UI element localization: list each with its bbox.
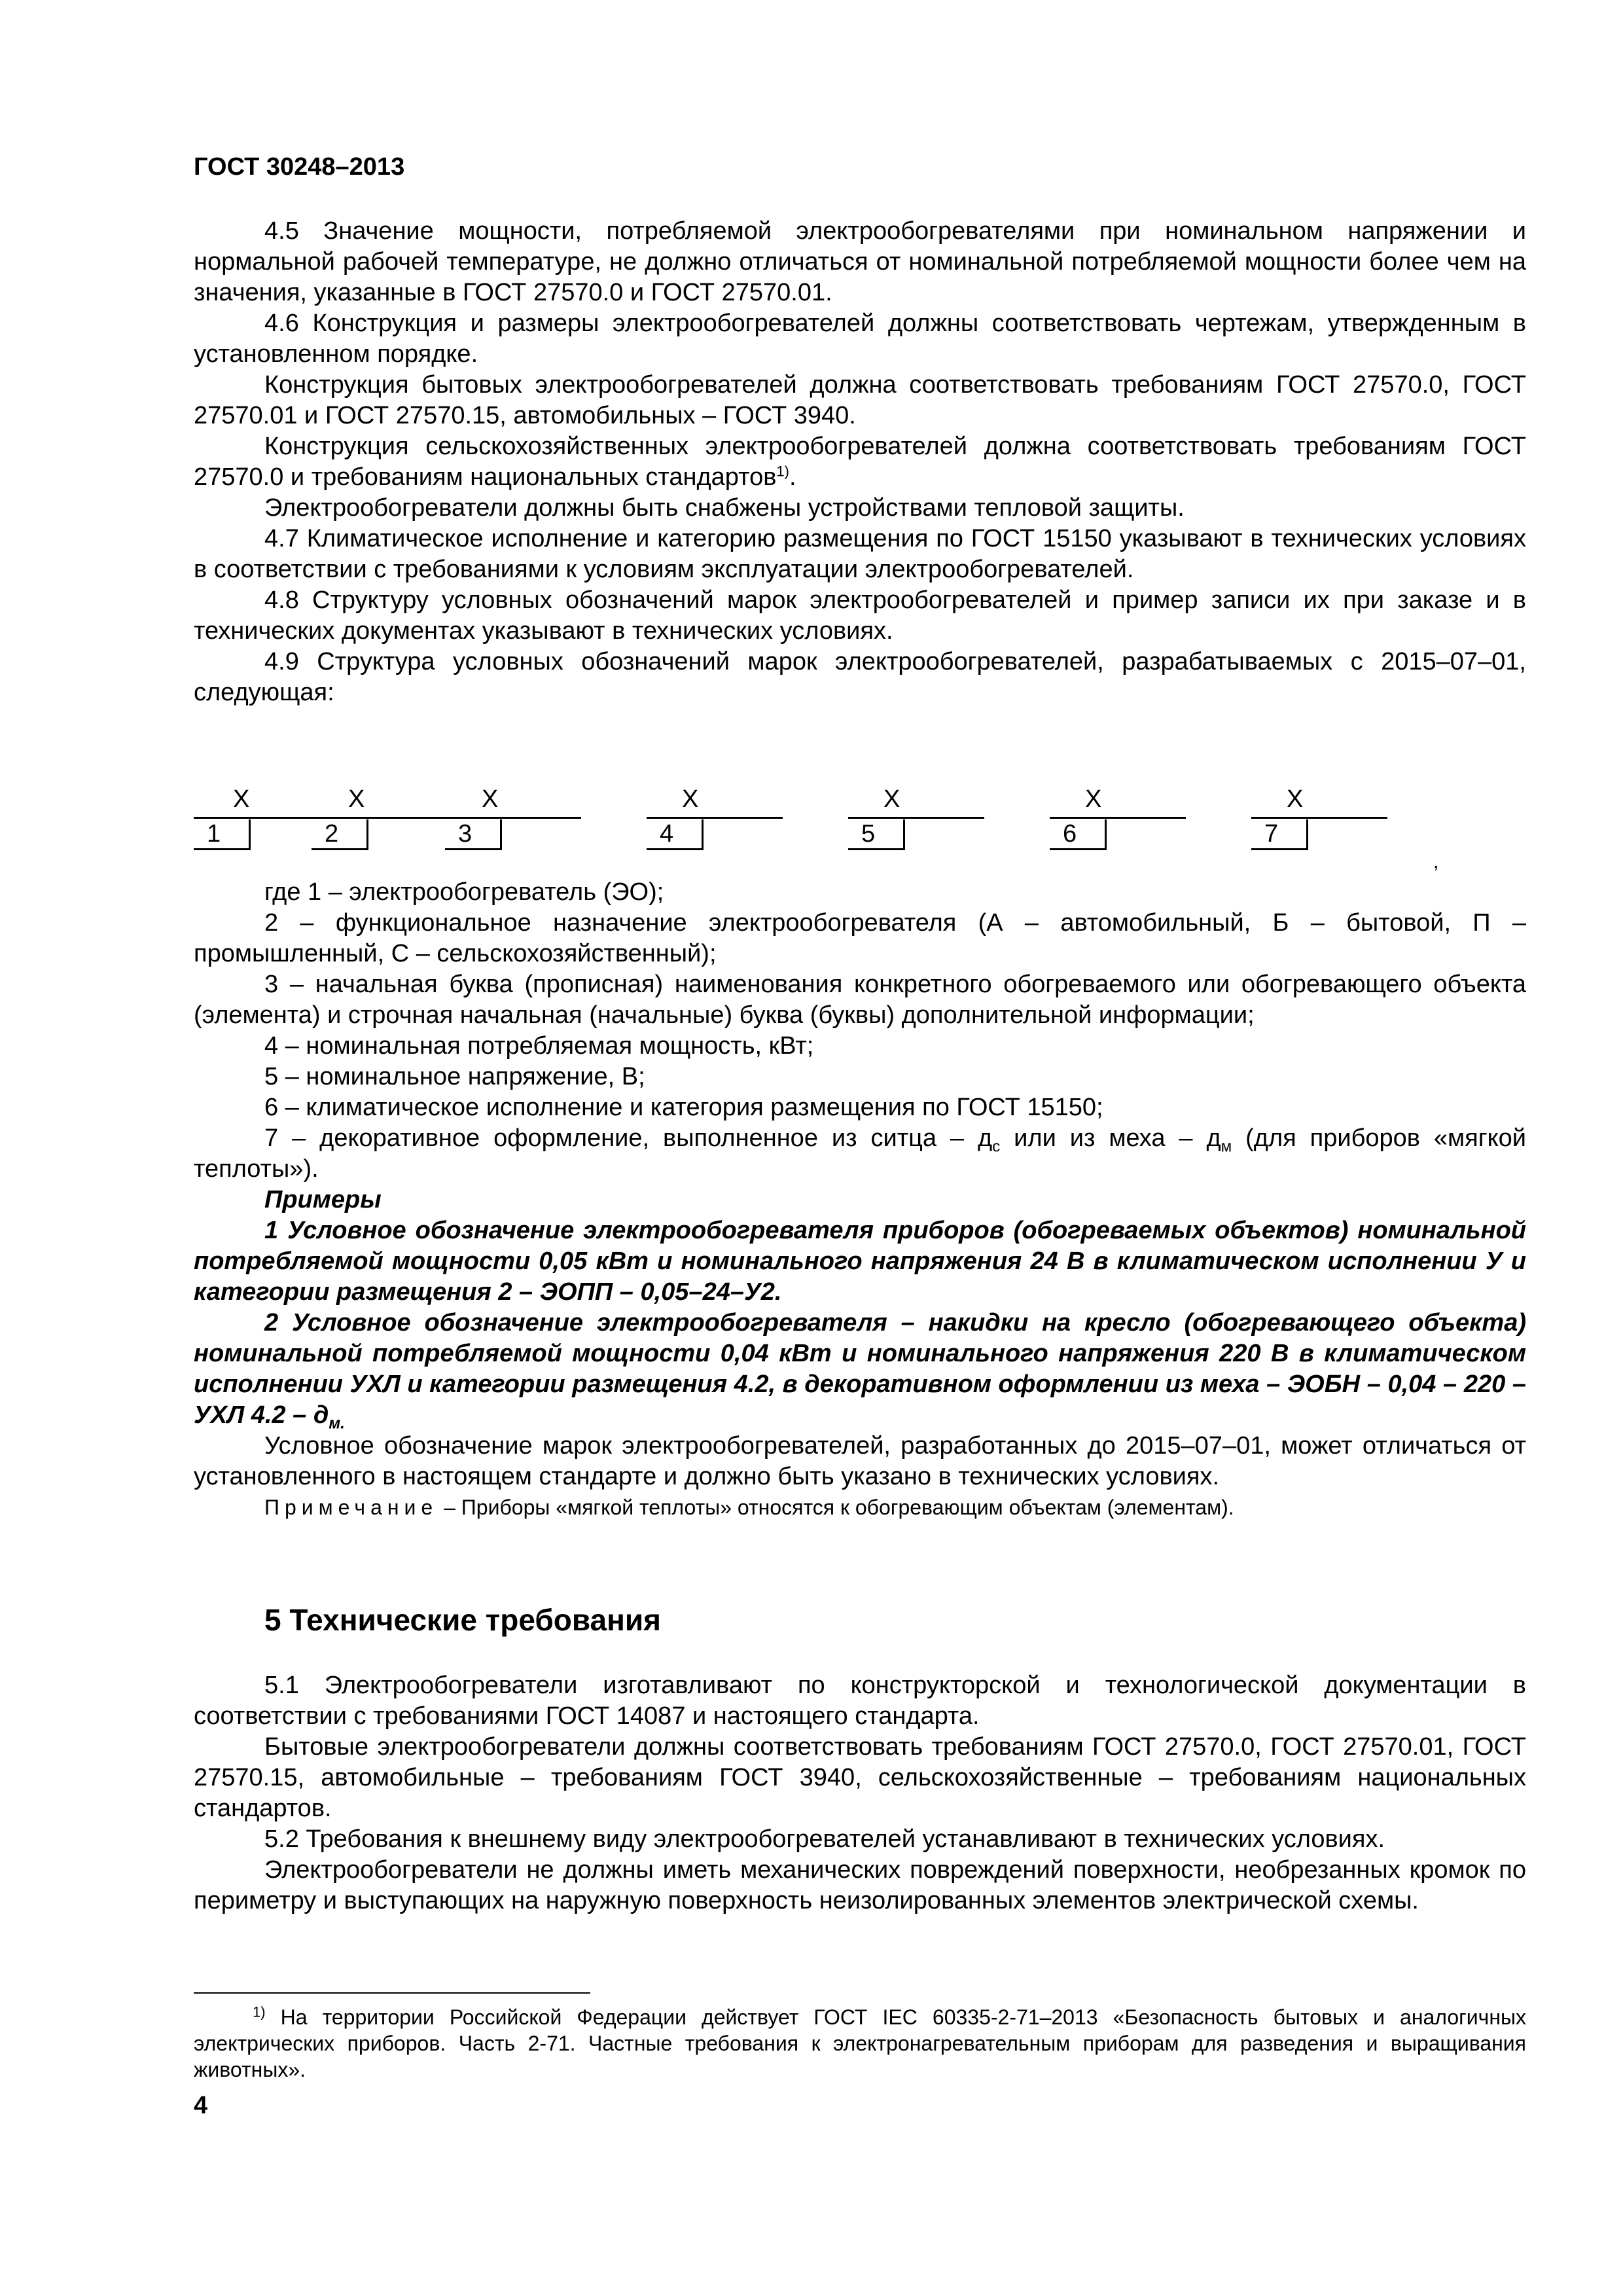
scheme-position-7: 7 [1251,819,1308,850]
section-4-text [194,216,1526,708]
example-1: 1 Условное обозначение электрообогревателя приборов (обогреваемых объектов) номинальной потребляемой мощности 0,05 кВт и номинального напряжения 24 В в климатическом исполнении У и категории размещения 2 – ЭОПП – 0,05–24–У2. [194,1217,1526,1306]
footnote-ref: 1) [776,463,789,480]
scheme-trailing-comma: , [1433,851,1439,872]
footnote-mark: 1) [253,2003,266,2020]
paragraph-4-8: 4.8 Структуру условных обозначений марок электрообогревателей и пример записи их при заказе и в технических документах указывают в технических условиях. [194,586,1526,645]
scheme-mark-2: X [348,785,365,813]
scheme-position-2: 2 [312,819,368,850]
scheme-position-1: 1 [194,819,251,850]
designation-scheme [194,785,1437,857]
paragraph-surface-damage: Электрообогреватели не должны иметь механических повреждений поверхности, необрезанных кромок по периметру и выступающих на наружную поверхность неизолированных элементов электрической схемы. [194,1856,1526,1914]
scheme-underline-6 [1050,817,1186,819]
scheme-mark-3: X [482,785,499,813]
paragraph-4-5: 4.5 Значение мощности, потребляемой электрообогревателями при номинальном напряжении и нормальной рабочей температуре, не должно отличаться от номинальной потребляемой мощности более чем на значения, указанные в ГОСТ 27570.0 и ГОСТ 27570.01. [194,217,1526,306]
scheme-mark-4: X [682,785,699,813]
paragraph-legacy-designations: Условное обозначение марок электрообогревателей, разработанных до 2015–07–01, может отличаться от установленного в настоящем стандарте и должно быть указано в технических условиях. [194,1432,1526,1490]
scheme-underline-5 [848,817,984,819]
legend-item-6: 6 – климатическое исполнение и категория размещения по ГОСТ 15150; [264,1094,1103,1121]
footnote-separator [194,1992,590,1994]
paragraph-household-requirements: Бытовые электрообогреватели должны соответствовать требованиям ГОСТ 27570.0, ГОСТ 27570.01, ГОСТ 27570.15, автомобильные – требованиям ГОСТ 3940, сельскохозяйственные – требованиям национальных стандартов. [194,1733,1526,1822]
legend-item-3: 3 – начальная буква (прописная) наименования конкретного обогреваемого или обогревающего объекта (элемента) и строчная начальная (начальные) буква (буквы) дополнительной информации; [194,971,1526,1029]
paragraph-5-2: 5.2 Требования к внешнему виду электрообогревателей устанавливают в технических условиях. [264,1825,1385,1853]
legend-item-4: 4 – номинальная потребляемая мощность, кВт; [264,1032,814,1060]
paragraph-thermal-protection: Электрообогреватели должны быть снабжены устройствами тепловой защиты. [264,494,1185,522]
scheme-position-6: 6 [1050,819,1107,850]
scheme-position-4: 4 [647,819,704,850]
paragraph-agricultural-construction: Конструкция сельскохозяйственных электрообогревателей должна соответствовать требованиям ГОСТ 27570.0 и требованиям национальных стандартов$^{1)}$. [194,433,1526,491]
scheme-mark-1: X [233,785,250,813]
note-label: Примечание [264,1496,438,1519]
legend-item-2: 2 – функциональное назначение электрообогревателя (А – автомобильный, Б – бытовой, П – промышленный, С – сельскохозяйственный); [194,909,1526,967]
example-2: 2 Условное обозначение электрообогревателя – накидки на кресло (обогревающего объекта) номинальной потребляемой мощности 0,04 кВт и номинального напряжения 220 В в климатическом исполнении УХЛ и категории размещения 4.2, в декоративном оформлении из меха – ЭОБН – 0,04 – 220 – УХЛ $4.2 - д_{м.}$ [194,1309,1526,1433]
examples-title: Примеры [264,1186,382,1213]
legend-item-7: 7 – декоративное оформление, выполненное из ситца – $д_с$ или из меха – $д_м$ (для приборов «мягкой теплоты»). [194,1124,1526,1183]
section-5-heading: 5 Технические требования [264,1603,661,1637]
footnote [194,2004,1526,2083]
note: Примечание – Приборы «мягкой теплоты» относятся к обогревающим объектам (элементам). [264,1496,1234,1519]
footnote-text: На территории Российской Федерации действует ГОСТ IEC 60335-2-71–2013 «Безопасность бытовых и аналогичных электрических приборов. Часть 2-71. Частные требования к электронагревательным приборам для разведения и выращивания животных». [194,2005,1527,2081]
document-header: ГОСТ 30248–2013 [194,153,405,181]
paragraph-household-construction: Конструкция бытовых электрообогревателей должна соответствовать требованиям ГОСТ 27570.0, ГОСТ 27570.01 и ГОСТ 27570.15, автомобильных – ГОСТ 3940. [194,371,1526,429]
scheme-position-5: 5 [848,819,905,850]
scheme-underline-1-3 [194,817,581,819]
scheme-underline-7 [1251,817,1387,819]
scheme-underline-4 [647,817,783,819]
scheme-position-3: 3 [445,819,502,850]
scheme-mark-6: X [1085,785,1102,813]
paragraph-4-7: 4.7 Климатическое исполнение и категорию размещения по ГОСТ 15150 указывают в технических условиях в соответствии с требованиями к условиям эксплуатации электрообогревателей. [194,525,1526,583]
scheme-mark-7: X [1287,785,1304,813]
legend-item-1: где 1 – электрообогреватель (ЭО); [264,878,664,906]
section-5-text [194,1670,1526,1916]
paragraph-4-9: 4.9 Структура условных обозначений марок электрообогревателей, разрабатываемых с 2015–07–01, следующая: [194,648,1526,706]
paragraph-4-6: 4.6 Конструкция и размеры электрообогревателей должны соответствовать чертежам, утвержденным в установленном порядке. [194,310,1526,368]
scheme-legend-and-examples [194,877,1526,1523]
page-number: 4 [194,2092,208,2119]
paragraph-5-1: 5.1 Электрообогреватели изготавливают по конструкторской и технологической документации в соответствии с требованиями ГОСТ 14087 и настоящего стандарта. [194,1672,1526,1730]
scheme-mark-5: X [883,785,901,813]
legend-item-5: 5 – номинальное напряжение, В; [264,1063,645,1090]
